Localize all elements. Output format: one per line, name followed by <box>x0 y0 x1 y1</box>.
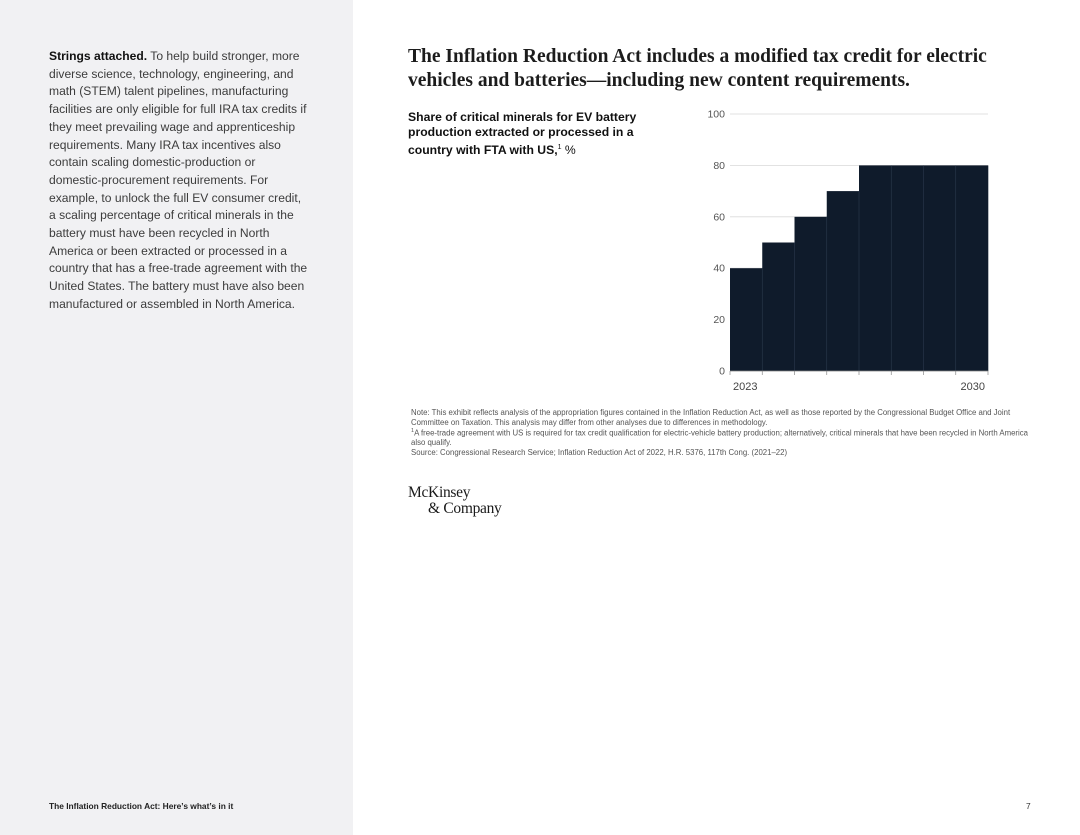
y-tick-label: 0 <box>719 365 725 378</box>
document-footer-title: The Inflation Reduction Act: Here’s what’s in it <box>49 801 234 811</box>
y-tick-label: 20 <box>713 314 725 327</box>
y-tick-label: 100 <box>707 108 725 121</box>
sidebar-text <box>49 48 311 314</box>
x-tick-label: 2023 <box>733 381 758 393</box>
chart-unit: % <box>564 143 576 158</box>
y-tick-label: 80 <box>713 159 725 172</box>
bar <box>730 268 763 371</box>
bar <box>859 165 892 371</box>
bar <box>891 165 924 371</box>
mckinsey-logo <box>408 485 502 517</box>
footnote-body: A free-trade agreement with US is required for tax credit qualification for electric-vehicle battery production; alternatively, critical minerals that have been recycled in North America also qualify. <box>411 428 1028 448</box>
logo-line-2: & Company <box>428 500 502 517</box>
bar <box>795 217 828 371</box>
footnote-text <box>411 427 1036 448</box>
exhibit-notes <box>411 408 1036 457</box>
note-text: Note: This exhibit reflects analysis of the appropriation figures contained in the Inflation Reduction Act, as well as those reported by the Congressional Budget Office and Joint Committee on Taxation. This analysis may differ from other analyses due to differences in methodology. <box>411 408 1011 427</box>
chart-title-footnote: 1 <box>557 144 562 152</box>
footnote-marker: 1 <box>411 428 415 434</box>
bar <box>827 191 860 371</box>
y-tick-label: 60 <box>713 211 725 224</box>
source-text: Source: Congressional Research Service; Inflation Reduction Act of 2022, H.R. 5376, 117th Cong. (2021–22) <box>411 447 788 457</box>
bar <box>762 243 795 372</box>
chart-title <box>408 110 670 159</box>
sidebar-panel <box>0 0 353 835</box>
x-tick-label: 2030 <box>960 381 985 393</box>
y-tick-label: 40 <box>713 262 725 275</box>
sidebar-body: To help build stronger, more diverse science, technology, engineering, and math (STEM) talent pipelines, manufacturing facilities are only eligible for full IRA tax credits if they meet prevailing wage and apprenticeship requirements. Many IRA tax incentives also contain scaling domestic-production or domestic-procurement requirements. For example, to unlock the full EV consumer credit, a scaling percentage of critical minerals in the battery must have been recycled in North America or been extracted or processed in a country that has a free-trade agreement with the United States. The battery must have also been manufactured or assembled in North America. <box>49 49 308 311</box>
chart-title-text: Share of critical minerals for EV battery production extracted or processed in a country with FTA with US, <box>408 110 637 158</box>
bar <box>924 165 957 371</box>
logo-line-1: McKinsey <box>408 484 471 501</box>
sidebar-lead: Strings attached. <box>49 49 148 63</box>
bar <box>956 165 989 371</box>
page-number: 7 <box>1026 801 1031 811</box>
exhibit-headline: The Inflation Reduction Act includes a modified tax credit for electric vehicles and batteries—including new content requirements. <box>408 46 987 91</box>
bar-chart <box>690 100 1010 400</box>
